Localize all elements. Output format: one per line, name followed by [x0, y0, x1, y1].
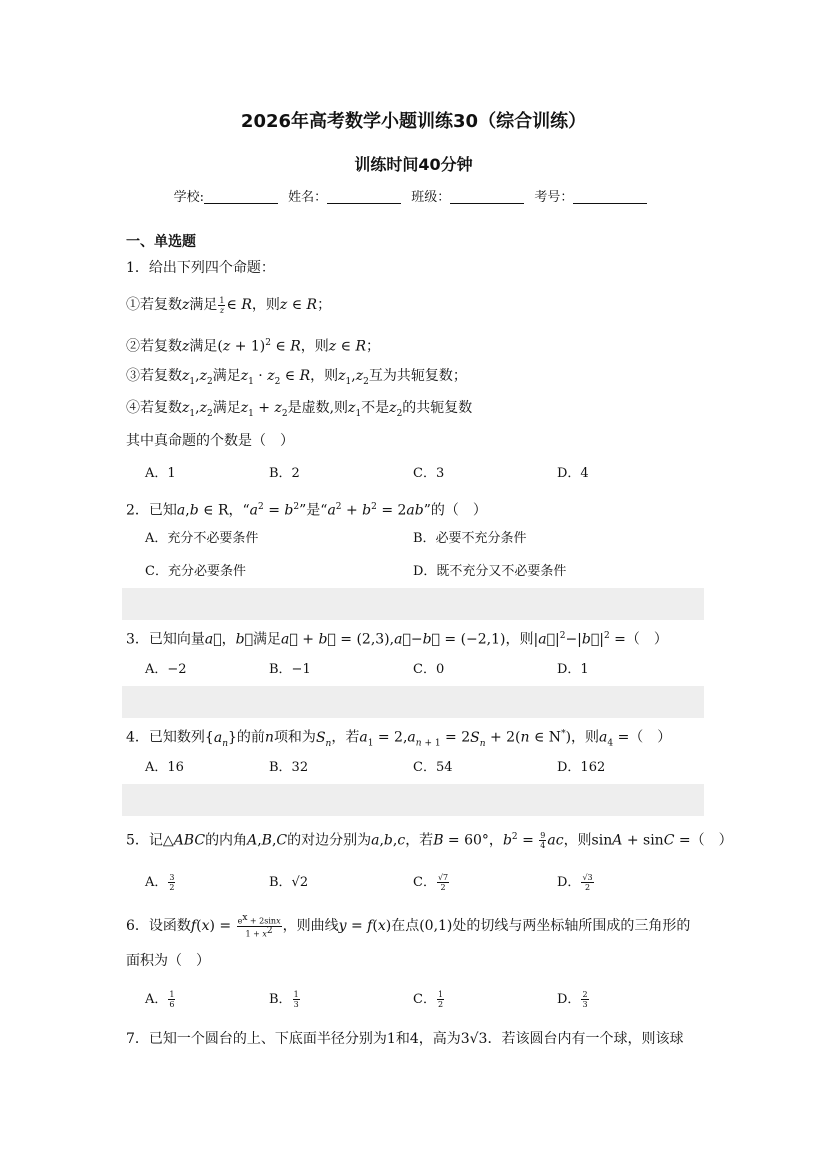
page-subtitle: 训练时间40分钟: [354, 155, 473, 174]
q6-stem-line2: 面积为（ ）: [126, 953, 210, 969]
q4-stem: 4．已知数列$\{a_n\}$的前n项和为$S_n$，若$a_1 = 2,a_{n + 1} = 2S_n + 2(n$ ∈ N*)，则$a_4$ =（ ）: [126, 729, 672, 749]
q6-option-c[interactable]: C． $\frac{1}{2}$: [413, 990, 444, 1009]
answer-area: [122, 686, 704, 718]
section-heading: 一、单选题: [126, 234, 196, 250]
q1-stem: 1．给出下列四个命题：: [126, 260, 275, 276]
q7-stem: 7．已知一个圆台的上、下底面半径分别为1和4，高为3√3．若该圆台内有一个球，则该球: [126, 1031, 684, 1047]
q3-option-d[interactable]: D．1: [557, 662, 589, 677]
q3-option-a[interactable]: A．−2: [145, 662, 187, 677]
q1-statement-3: ③若复数$z_1,z_2$满足$z_1 \cdot z_2$ ∈ R，则$z_1,z_2$互为共轭复数；: [126, 368, 467, 387]
q2-option-a[interactable]: A．充分不必要条件: [145, 531, 259, 546]
school-label: 学校:: [173, 190, 204, 205]
exam-number-label: 考号：: [534, 190, 574, 205]
q2-option-c[interactable]: C．充分必要条件: [145, 564, 246, 579]
q4-option-d[interactable]: D．162: [557, 760, 606, 775]
answer-area: [122, 588, 704, 620]
q5-option-a[interactable]: A． $\frac{3}{2}$: [145, 873, 175, 892]
q3-option-b[interactable]: B．−1: [269, 662, 311, 677]
name-label: 姓名：: [288, 190, 328, 205]
q5-option-b[interactable]: B．√2: [269, 875, 309, 890]
page-title: 2026年高考数学小题训练30（综合训练）: [240, 111, 587, 132]
school-blank[interactable]: [204, 189, 278, 204]
q1-option-c[interactable]: C．3: [413, 466, 445, 481]
q1-option-a[interactable]: A．1: [145, 466, 176, 481]
q4-option-b[interactable]: B．32: [269, 760, 309, 775]
q6-option-d[interactable]: D． $\frac{2}{3}$: [557, 990, 588, 1009]
q1-ask: 其中真命题的个数是（ ）: [126, 433, 294, 449]
q5-option-d[interactable]: D． $\frac{√3}{2}$: [557, 873, 593, 892]
q3-option-c[interactable]: C．0: [413, 662, 445, 677]
q1-statement-1: ①若复数z满足 $\frac{1}{z}$ ∈ R，则z ∈ R；: [126, 295, 332, 315]
q2-option-b[interactable]: B．必要不充分条件: [413, 531, 527, 546]
exam-number-blank[interactable]: [573, 189, 647, 204]
class-label: 班级：: [411, 190, 451, 205]
name-blank[interactable]: [327, 189, 401, 204]
q5-option-c[interactable]: C． $\frac{√7}{2}$: [413, 873, 449, 892]
q2-stem: 2．已知a,b ∈ R，“$a^2 = b^2$”是“$a^2 + b^2 = 2ab$”的（ ）: [126, 502, 487, 519]
q1-option-b[interactable]: B．2: [269, 466, 300, 481]
q5-stem: 5．记△ABC的内角A,B,C的对边分别为a,b,c，若B = 60°，$b^2$ = $\frac{9}{4}$ ac，则sinA + sinC =（ ）: [126, 831, 733, 851]
q6-option-a[interactable]: A． $\frac{1}{6}$: [145, 990, 175, 1009]
class-blank[interactable]: [450, 189, 524, 204]
q6-option-b[interactable]: B． $\frac{1}{3}$: [269, 990, 299, 1009]
answer-area: [122, 784, 704, 816]
q6-stem: 6．设函数f(x) = $\frac{e^x + 2\sin x}{1 + x^2}$ ，则曲线y = f(x)在点(0,1)处的切线与两坐标轴所围成的三角形的: [126, 913, 691, 939]
q1-option-d[interactable]: D．4: [557, 466, 589, 481]
q3-stem: 3．已知向量a⃗，b⃗满足a⃗ + b⃗ = (2,3),a⃗−b⃗ = (−2,1)，则$|a⃗|^2-|b⃗|^2$ =（ ）: [126, 631, 668, 648]
q1-statement-4: ④若复数$z_1,z_2$满足$z_1 + z_2$是虚数,则$z_1$不是$z_2$的共轭复数: [126, 400, 473, 419]
student-info-row: [0, 188, 827, 208]
q2-option-d[interactable]: D．既不充分又不必要条件: [413, 564, 567, 579]
q4-option-c[interactable]: C．54: [413, 760, 453, 775]
q1-statement-2: ②若复数z满足$(z + 1)^2$ ∈ R，则z ∈ R；: [126, 338, 380, 355]
q4-option-a[interactable]: A．16: [145, 760, 184, 775]
